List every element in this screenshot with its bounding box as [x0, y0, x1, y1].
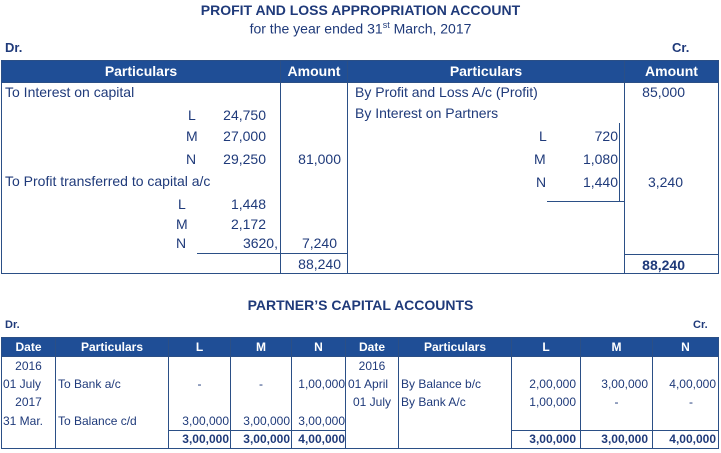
- debit-interest-value: 29,250: [223, 151, 266, 167]
- header-date-cr: Date: [346, 338, 398, 356]
- debit-interest-partner: L: [188, 107, 196, 123]
- cell-amount: -: [197, 377, 202, 391]
- divider: [197, 253, 347, 254]
- total-l-dr: 3,00,000: [182, 432, 229, 446]
- subtitle-sup: st: [382, 20, 390, 30]
- divider: [398, 338, 399, 448]
- header-particulars-cr: Particulars: [348, 61, 624, 82]
- debit-profit-value: 3620,: [242, 235, 278, 251]
- debit-grand-total: 88,240: [298, 256, 341, 272]
- credit-interest-partner: N: [536, 174, 547, 190]
- account1-title: PROFIT AND LOSS APPROPRIATION ACCOUNT: [200, 2, 521, 18]
- account1-dr-label: Dr.: [5, 40, 23, 55]
- cell-amount: 2,00,000: [529, 377, 576, 391]
- cell-particulars: To Balance c/d: [58, 414, 137, 428]
- header-m-dr: M: [231, 338, 291, 356]
- debit-profit-partner: M: [176, 216, 188, 232]
- divider: [547, 201, 624, 202]
- debit-profit-value: 1,448: [230, 196, 266, 212]
- cell-particulars: By Balance b/c: [401, 377, 482, 391]
- cell-date: 31 Mar.: [3, 414, 44, 428]
- cell-date: 01 April: [348, 377, 389, 391]
- credit-interest-partner: M: [534, 151, 546, 167]
- cell-date: 2016: [358, 359, 386, 373]
- cell-amount: 1,00,000: [298, 377, 345, 391]
- divider: [2, 356, 718, 357]
- subtitle-post: March, 2017: [389, 20, 472, 37]
- header-particulars-cr: Particulars: [399, 338, 511, 356]
- header-l-cr: L: [512, 338, 580, 356]
- header-l-dr: L: [169, 338, 230, 356]
- debit-interest-partner: M: [186, 128, 198, 144]
- subtitle-pre: for the year ended 31: [249, 20, 383, 37]
- divider: [619, 123, 620, 202]
- cell-amount: 1,00,000: [529, 395, 576, 409]
- account2-cr-label: Cr.: [693, 319, 708, 331]
- divider: [347, 61, 348, 273]
- account1-subtitle: [0, 20, 721, 37]
- header-n-dr: N: [292, 338, 345, 356]
- credit-interest-value: 720: [594, 128, 618, 144]
- debit-profit-value: 2,172: [230, 216, 266, 232]
- total-n-cr: 4,00,000: [669, 432, 716, 446]
- debit-profit-partner: L: [178, 196, 186, 212]
- credit-interest-partner: L: [539, 128, 547, 144]
- header-m-cr: M: [581, 338, 652, 356]
- credit-interest-value: 1,080: [582, 151, 618, 167]
- account1-cr-label: Cr.: [672, 40, 690, 55]
- debit-interest-partner: N: [186, 151, 197, 167]
- credit-interest-total: 3,240: [647, 174, 683, 190]
- credit-pl-label: By Profit and Loss A/c (Profit): [355, 84, 538, 100]
- cell-date: 01 July: [3, 377, 42, 391]
- debit-profit-label: To Profit transferred to capital a/c: [5, 173, 211, 189]
- cell-date: 01 July: [353, 395, 392, 409]
- header-n-cr: N: [653, 338, 718, 356]
- debit-interest-value: 24,750: [223, 107, 266, 123]
- account2-dr-label: Dr.: [5, 319, 20, 331]
- pl-appropriation-table: [1, 60, 719, 274]
- cell-amount: -: [689, 395, 693, 409]
- divider: [345, 338, 346, 448]
- cell-amount: 3,00,000: [243, 414, 290, 428]
- total-l-cr: 3,00,000: [529, 432, 576, 446]
- debit-interest-label: To Interest on capital: [5, 84, 135, 100]
- header-particulars-dr: Particulars: [2, 61, 280, 82]
- capital-accounts-table: [1, 337, 719, 449]
- cell-amount: 3,00,000: [601, 377, 648, 391]
- cell-particulars: By Bank A/c: [401, 395, 466, 409]
- total-m-dr: 3,00,000: [243, 432, 290, 446]
- debit-profit-total: 7,240: [301, 235, 337, 251]
- cell-amount: -: [614, 395, 619, 409]
- cell-amount: 4,00,000: [669, 377, 716, 391]
- divider: [624, 254, 718, 255]
- debit-profit-partner: N: [176, 235, 187, 251]
- header-amount-cr: Amount: [625, 61, 718, 82]
- divider: [55, 338, 56, 448]
- credit-interest-label: By Interest on Partners: [355, 105, 499, 121]
- cell-amount: -: [259, 377, 263, 391]
- cell-particulars: To Bank a/c: [58, 377, 121, 391]
- credit-grand-total: 88,240: [642, 257, 685, 273]
- header-date-dr: Date: [2, 338, 55, 356]
- cell-date: 2017: [15, 395, 42, 409]
- account2-title: PARTNER’S CAPITAL ACCOUNTS: [247, 297, 474, 313]
- debit-interest-value: 27,000: [223, 128, 266, 144]
- cell-date: 2016: [15, 359, 42, 373]
- cell-amount: 3,00,000: [182, 414, 229, 428]
- cell-amount: 3,00,000: [298, 414, 345, 428]
- credit-pl-amount: 85,000: [642, 84, 685, 100]
- debit-interest-total: 81,000: [298, 151, 341, 167]
- credit-interest-value: 1,440: [582, 174, 618, 190]
- header-particulars-dr: Particulars: [56, 338, 168, 356]
- total-n-dr: 4,00,000: [298, 432, 345, 446]
- total-m-cr: 3,00,000: [601, 432, 648, 446]
- header-amount-dr: Amount: [281, 61, 347, 82]
